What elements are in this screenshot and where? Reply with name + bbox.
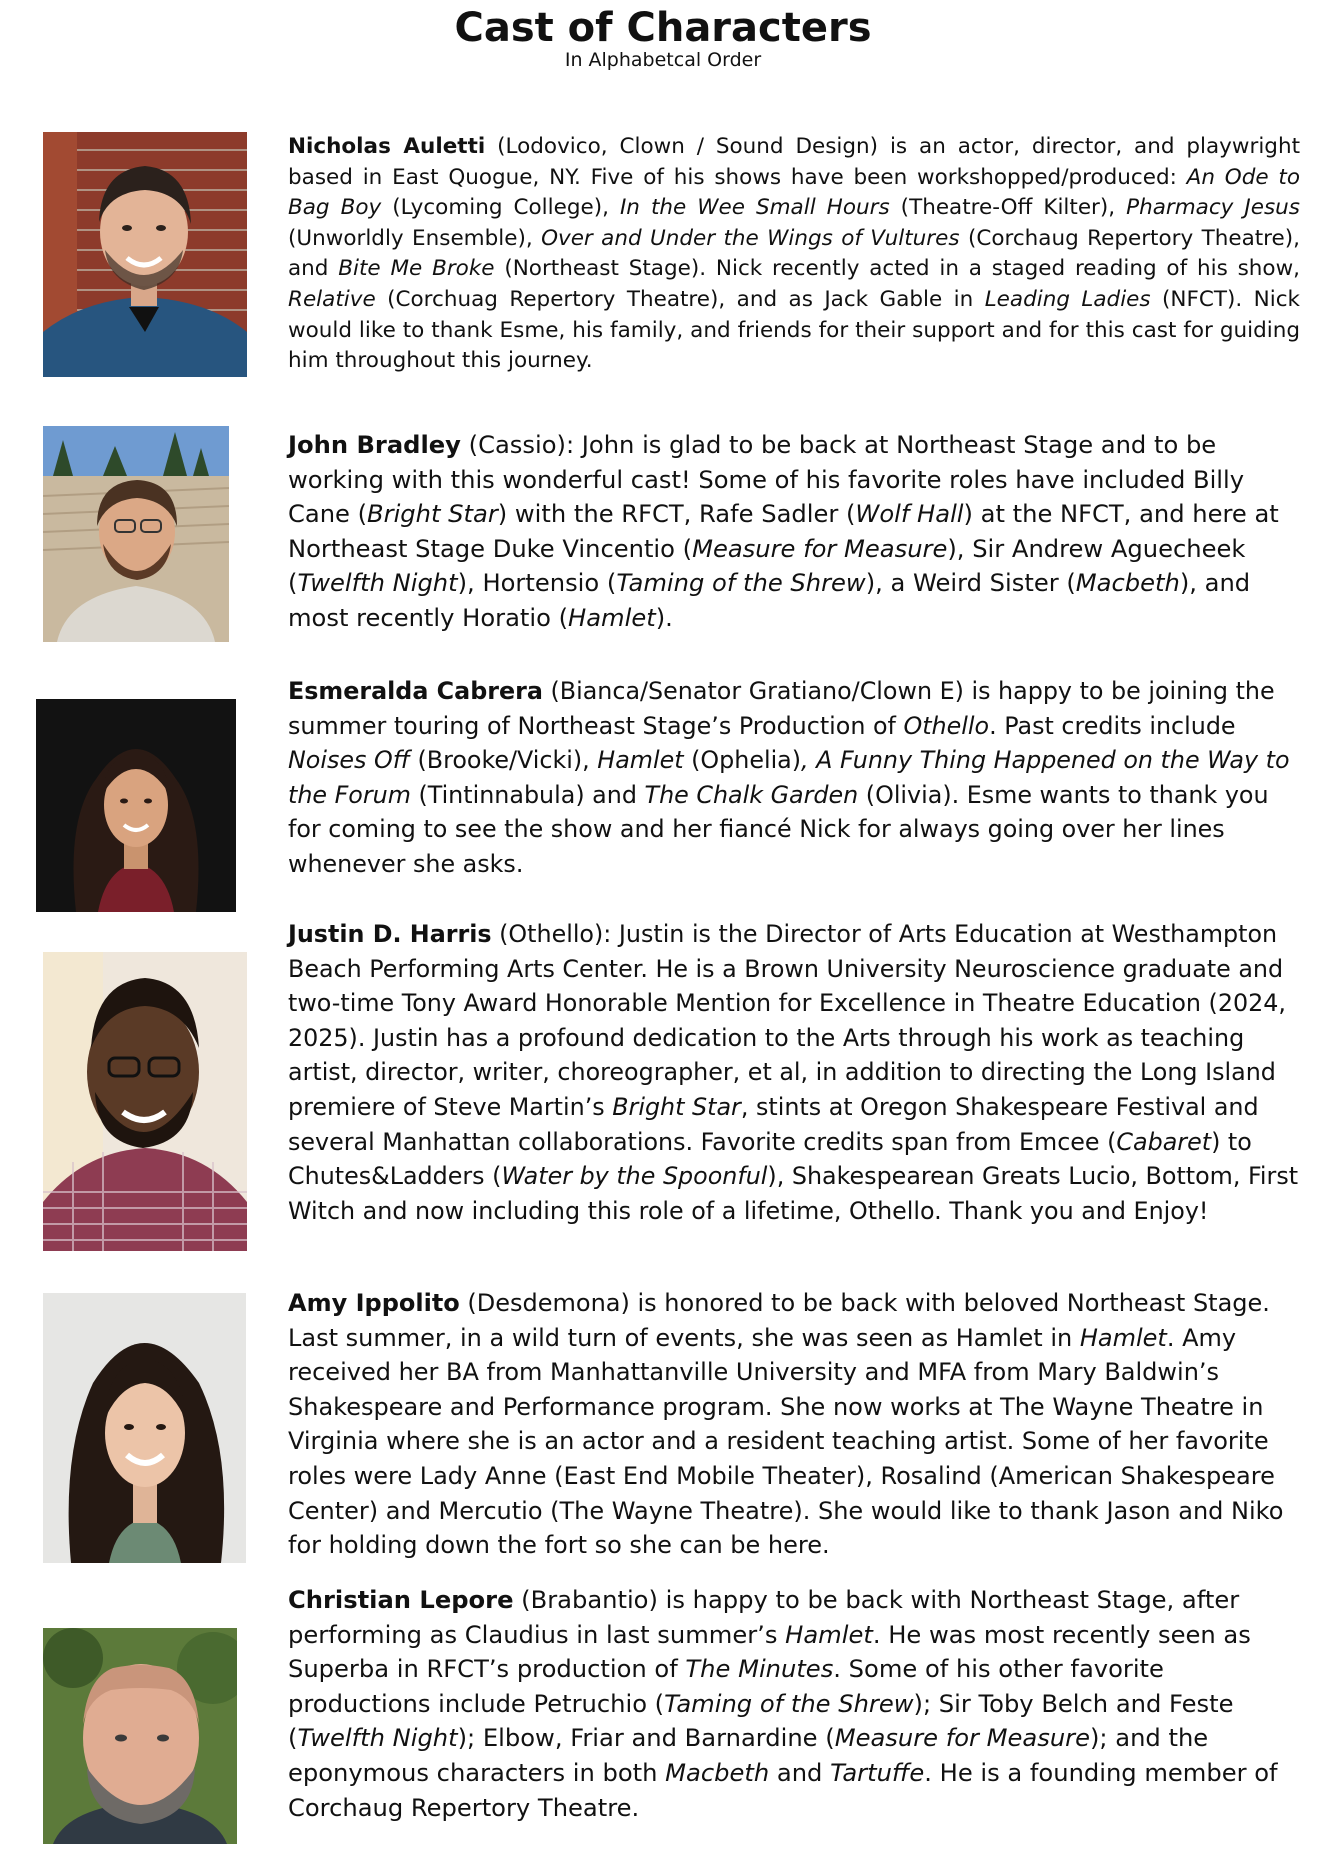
bio-title-italic: Taming of the Shrew [616,569,866,598]
bio-title-italic: Othello [903,711,990,740]
bio-title-italic: Twelfth Night [297,1724,458,1753]
bio-text-run: (Corchuag Repertory Theatre), and as Jack Gable in [375,286,985,312]
cast-bio [288,1286,1300,1563]
bio-title-italic: Bright Star [612,1092,741,1121]
bio-title-italic: Relative [288,286,376,312]
bio-title-italic: Measure for Measure [692,534,948,563]
cast-bio [288,1583,1300,1825]
bio-text-run: and [769,1758,831,1787]
bio-text-run: (Unworldly Ensemble), [288,225,542,251]
bio-text-run: ), and most recently Horatio ( [288,569,1251,632]
bio-title-italic: The Minutes [685,1655,834,1684]
bio-text [288,134,1300,373]
page-subtitle: In Alphabetcal Order [564,49,762,71]
bio-text-run: (Othello): Justin is the Director of Arts Education at Westhampton Beach Performing Arts Center. He is a Brown University Neuroscience graduate and two-time Tony Award Honorable Mention for Excellence in Theatre Education (2024, 2025). Justin has a profound dedication to the Arts through his work as teaching artist, director, writer, choreographer, et al, in addition to directing the Long Island premiere of Steve Martin’s [288,920,1286,1121]
headshot-photo-amy-ippolito [43,1293,246,1563]
bio-title-italic: Hamlet [597,746,684,775]
bio-text-run: (Northeast Stage). Nick recently acted in a staged reading of his show, [494,256,1300,282]
headshot-photo-nicholas-auletti [43,132,247,377]
bio-title-italic: In the Wee Small Hours [619,195,890,221]
headshot-photo-john-bradley [43,426,229,642]
bio-title-italic: Macbeth [1075,569,1180,598]
bio-text-run: ). [655,603,673,632]
bio-text-run: ) to Chutes&Ladders ( [288,1127,1252,1191]
cast-name: Nicholas Auletti [288,134,486,159]
bio-title-italic: Noises Off [288,746,410,775]
cast-bio [288,674,1300,882]
bio-text-run: ); Elbow, Friar and Barnardine ( [457,1724,835,1753]
cast-name: Justin D. Harris [288,920,492,948]
bio-title-italic: Tartuffe [830,1758,925,1787]
bio-text-run: (Theatre-Off Kilter), [889,195,1127,221]
bio-title-italic: Bite Me Broke [338,256,495,282]
bio-title-italic: Twelfth Night [297,569,458,598]
bio-text-run: ), Shakespearean Greats Lucio, Bottom, First Witch and now including this role of a lifetime, Othello. Thank you and Enjoy! [288,1162,1299,1225]
bio-text-run: (Olivia). Esme wants to thank you for coming to see the show and her fiancé Nick for always going over her lines whenever she asks. [288,780,1269,878]
bio-text [288,1289,1283,1559]
bio-title-italic: Pharmacy Jesus [1126,195,1300,221]
bio-title-italic: Bright Star [367,500,498,529]
bio-text-run: (Ophelia) [683,746,802,775]
bio-text-run: (NFCT). Nick would like to thank Esme, his family, and friends for their support and for this cast for guiding him throughout this journey. [288,286,1300,374]
bio-text-run: ) with the RFCT, Rafe Sadler ( [497,500,856,529]
bio-text-run: . Some of his other favorite productions include Petruchio ( [288,1655,1164,1718]
bio-title-italic: Measure for Measure [834,1724,1090,1753]
bio-text-run: ) at the NFCT, and here at Northeast Stage Duke Vincentio ( [288,500,1279,563]
headshot-photo-esmeralda-cabrera [36,699,236,912]
headshot-photo-justin-d-harris [43,952,247,1251]
bio-text-run: . He was most recently seen as Superba in RFCT’s production of [288,1620,1251,1684]
bio-title-italic: Hamlet [1079,1323,1167,1352]
bio-text [288,431,1279,632]
bio-text [288,677,1290,878]
cast-bio [288,428,1300,636]
cast-name: Esmeralda Cabrera [288,677,543,705]
cast-bio [288,132,1300,377]
bio-title-italic: The Chalk Garden [644,780,859,809]
bio-text-run: . He is a founding member of Corchaug Repertory Theatre. [288,1758,1278,1822]
bio-text-run: , stints at Oregon Shakespeare Festival and several Manhattan collaborations. Favorite credits span from Emcee ( [288,1092,1259,1156]
bio-title-italic: Hamlet [568,603,656,632]
bio-text-run: ), Sir Andrew Aguecheek ( [288,534,1246,598]
bio-title-italic: Wolf Hall [855,500,964,529]
bio-text-run: (Corchaug Repertory Theatre), and [288,225,1300,282]
cast-name: Amy Ippolito [288,1289,460,1317]
cast-name: Christian Lepore [288,1586,514,1614]
bio-text [288,920,1298,1225]
bio-title-italic: Water by the Spoonful [501,1162,768,1191]
bio-text-run: . Amy received her BA from Manhattanville University and MFA from Mary Baldwin’s Shakespeare and Performance program. She now works at The Wayne Theatre in Virginia where she is an actor and a resident teaching artist. Some of her favorite roles were Lady Anne (East End Mobile Theater), Rosalind (American Shakespeare Center) and Mercutio (The Wayne Theatre). She would like to thank Jason and Niko for holding down the fort so she can be here. [288,1323,1284,1560]
bio-text-run: ), Hortensio ( [457,569,617,598]
bio-text-run: ); Sir Toby Belch and Feste ( [288,1689,1234,1753]
bio-title-italic: Over and Under the Wings of Vultures [541,225,960,251]
bio-title-italic: Macbeth [665,1758,770,1787]
bio-text-run: (Desdemona) is honored to be back with beloved Northeast Stage. Last summer, in a wild turn of events, she was seen as Hamlet in [288,1289,1270,1352]
bio-text-run: (Lodovico, Clown / Sound Design) is an actor, director, and playwright based in East Quogue, NY. Five of his shows have been workshopped/produced: [288,134,1300,190]
bio-title-italic: Taming of the Shrew [664,1689,914,1718]
bio-title-italic: Hamlet [785,1620,873,1649]
bio-title-italic: An Ode to Bag Boy [288,164,1300,221]
headshot-photo-christian-lepore [43,1628,237,1844]
bio-text-run: (Tintinnabula) and [410,780,645,809]
page-title: Cast of Characters [454,5,872,51]
bio-title-italic: Cabaret [1116,1127,1212,1156]
bio-text-run: (Cassio): John is glad to be back at Northeast Stage and to be working with this wonderful cast! Some of his favorite roles have included Billy Cane ( [288,431,1245,529]
bio-title-italic: , A Funny Thing Happened on the Way to the Forum [288,746,1290,809]
bio-text-run: (Brabantio) is happy to be back with Northeast Stage, after performing as Claudius in last summer’s [288,1586,1240,1649]
cast-bio [288,917,1300,1228]
bio-title-italic: Leading Ladies [984,286,1151,312]
bio-text-run: ); and the eponymous characters in both [288,1724,1209,1787]
bio-text-run: . Past credits include [989,711,1236,740]
bio-text-run: (Brooke/Vicki), [409,746,598,775]
cast-name: John Bradley [288,431,461,459]
bio-text-run: (Lycoming College), [381,195,620,221]
bio-text-run: ), a Weird Sister ( [865,569,1076,598]
bio-text [288,1586,1278,1822]
bio-text-run: (Bianca/Senator Gratiano/Clown E) is happy to be joining the summer touring of Northeast Stage’s Production of [288,677,1275,740]
